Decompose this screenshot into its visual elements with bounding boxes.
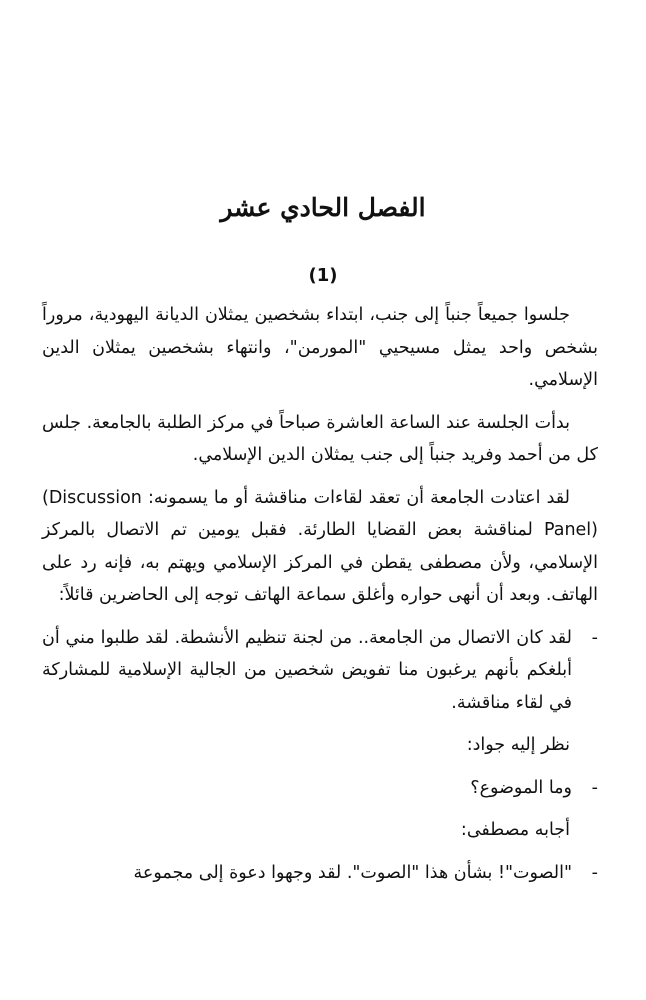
- dialogue-text: وما الموضوع؟: [470, 777, 572, 798]
- section-number: (1): [308, 265, 338, 286]
- paragraph-1: جلسوا جميعاً جنباً إلى جنب، ابتداء بشخصين يمثلان الديانة اليهودية، مروراً بشخص واحد يمثل مسيحيي "المورمن"، وانتهاء بشخصين يمثلان الدين الإسلامي.: [42, 305, 598, 390]
- dialogue-dash: -: [591, 862, 598, 883]
- dialogue-line-2: [42, 772, 598, 805]
- dialogue-dash: -: [591, 627, 598, 648]
- narration-2: أجابه مصطفى:: [460, 820, 570, 840]
- paragraph-3: [42, 482, 598, 612]
- chapter-title: الفصل الحادي عشر: [220, 193, 426, 222]
- paragraph-2: بدأت الجلسة عند الساعة العاشرة صباحاً في مركز الطلبة بالجامعة. جلس كل من أحمد وفريد جنباً إلى جنب يمثلان الدين الإسلامي.: [42, 412, 598, 465]
- body-text: [42, 299, 598, 889]
- dialogue-line-1: [42, 622, 598, 720]
- dialogue-line-3: [42, 857, 598, 890]
- paragraph-3-continuation: لمناقشة بعض القضايا الطارئة. فقبل يومين تم الاتصال بالمركز الإسلامي، ولأن مصطفى يقطن في المركز الإسلامي ويهتم به، فإنه رد على الهاتف. وبعد أن أنهى حواره وأغلق سماعة الهاتف توجه إلى الحاضرين قائلاً:: [42, 520, 598, 605]
- dialogue-text: لقد كان الاتصال من الجامعة.. من لجنة تنظيم الأنشطة. لقد طلبوا مني أن أبلغكم بأنهم يرغبون منا تفويض شخصين من الجالية الإسلامية للمشاركة في لقاء مناقشة.: [42, 627, 572, 713]
- paragraph-3-text: لقد اعتادت الجامعة أن تعقد لقاءات مناقشة أو ما يسمونه:: [148, 487, 570, 508]
- narration-1: نظر إليه جواد:: [466, 735, 570, 755]
- dialogue-dash: -: [591, 777, 598, 798]
- dialogue-text: "الصوت"! بشأن هذا "الصوت". لقد وجهوا دعوة إلى مجموعة: [133, 862, 572, 883]
- english-term: (Discussion Panel): [42, 487, 598, 540]
